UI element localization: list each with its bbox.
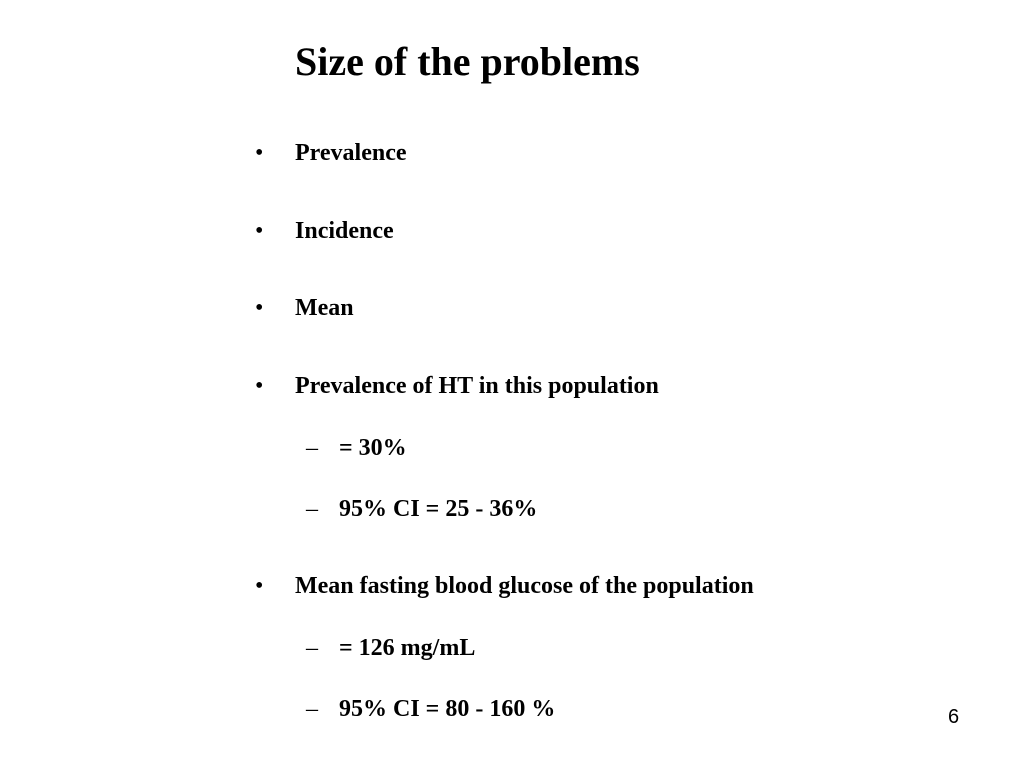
bullet-marker: • — [255, 373, 264, 399]
sub-bullet-text: 95% CI = 25 - 36% — [339, 496, 538, 522]
bullet-text: Mean fasting blood glucose of the population — [295, 573, 754, 599]
bullet-text: Prevalence of HT in this population — [295, 373, 659, 399]
sub-bullet-text: = 126 mg/mL — [339, 635, 476, 661]
bullet-marker: • — [255, 140, 264, 166]
sub-bullet-text: = 30% — [339, 435, 407, 461]
bullet-text: Mean — [295, 295, 354, 321]
sub-bullet-text: 95% CI = 80 - 160 % — [339, 696, 556, 722]
sub-bullet-marker: – — [306, 635, 318, 661]
sub-bullet-marker: – — [306, 435, 318, 461]
bullet-text: Prevalence — [295, 140, 407, 166]
bullet-text: Incidence — [295, 218, 394, 244]
bullet-marker: • — [255, 218, 264, 244]
sub-bullet-marker: – — [306, 696, 318, 722]
slide-title: Size of the problems — [295, 39, 640, 84]
bullet-marker: • — [255, 573, 264, 599]
page-number: 6 — [948, 706, 960, 728]
bullet-marker: • — [255, 295, 264, 321]
sub-bullet-marker: – — [306, 496, 318, 522]
